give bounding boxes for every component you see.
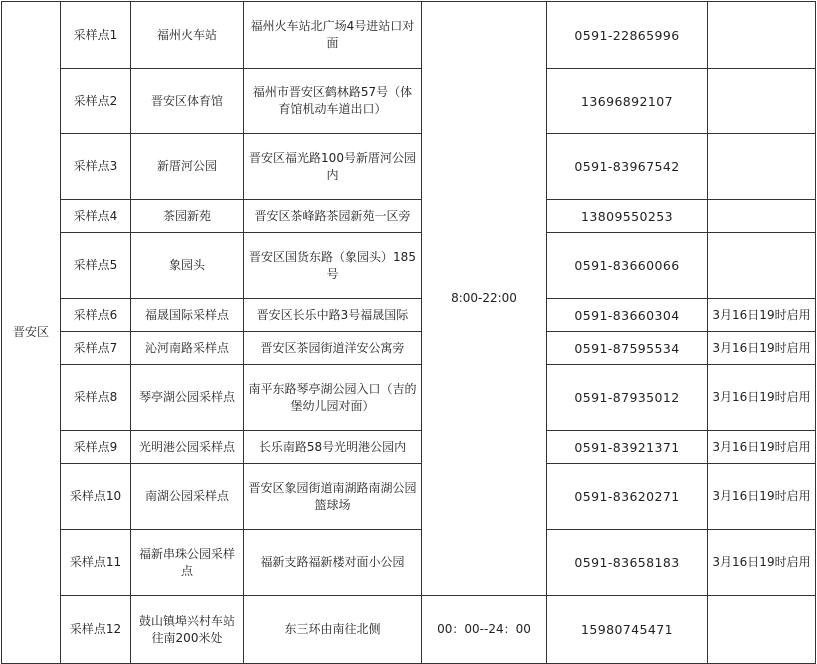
table-row — [2, 299, 816, 332]
address-cell: 福新支路福新楼对面小公园 — [244, 530, 422, 596]
note-cell — [708, 134, 816, 200]
phone-cell: 0591-83658183 — [547, 530, 708, 596]
table-row — [2, 530, 816, 596]
table-row — [2, 233, 816, 299]
point-cell: 采样点7 — [61, 332, 131, 365]
note-cell: 3月16日19时启用 — [708, 365, 816, 431]
address-cell: 东三环由南往北侧 — [244, 596, 422, 664]
phone-cell: 0591-83967542 — [547, 134, 708, 200]
point-cell: 采样点6 — [61, 299, 131, 332]
phone-cell: 0591-87595534 — [547, 332, 708, 365]
phone-cell: 0591-83921371 — [547, 431, 708, 464]
note-cell — [708, 233, 816, 299]
point-cell: 采样点10 — [61, 464, 131, 530]
site-name-cell: 沁河南路采样点 — [131, 332, 244, 365]
note-cell: 3月16日19时启用 — [708, 332, 816, 365]
site-name-cell: 茶园新苑 — [131, 200, 244, 233]
table-row — [2, 134, 816, 200]
note-cell: 3月16日19时启用 — [708, 530, 816, 596]
note-cell: 3月16日19时启用 — [708, 431, 816, 464]
point-cell: 采样点9 — [61, 431, 131, 464]
address-cell: 晋安区茶园街道洋安公寓旁 — [244, 332, 422, 365]
sampling-points-table — [1, 1, 816, 664]
phone-cell: 13696892107 — [547, 69, 708, 134]
address-cell: 晋安区国货东路（象园头）185号 — [244, 233, 422, 299]
site-name-cell: 鼓山镇埠兴村车站往南200米处 — [131, 596, 244, 664]
site-name-cell: 光明港公园采样点 — [131, 431, 244, 464]
hours-cell: 00：00--24：00 — [422, 596, 547, 664]
address-cell: 福州市晋安区鹤林路57号（体育馆机动车道出口） — [244, 69, 422, 134]
phone-cell: 0591-87935012 — [547, 365, 708, 431]
note-cell: 3月16日19时启用 — [708, 299, 816, 332]
table-row — [2, 332, 816, 365]
site-name-cell: 福晟国际采样点 — [131, 299, 244, 332]
point-cell: 采样点2 — [61, 69, 131, 134]
table-row — [2, 2, 816, 69]
point-cell: 采样点8 — [61, 365, 131, 431]
hours-cell: 8:00-22:00 — [422, 2, 547, 596]
table-row — [2, 431, 816, 464]
point-cell: 采样点3 — [61, 134, 131, 200]
site-name-cell: 南湖公园采样点 — [131, 464, 244, 530]
table-row — [2, 365, 816, 431]
note-cell — [708, 200, 816, 233]
table-row — [2, 596, 816, 664]
site-name-cell: 晋安区体育馆 — [131, 69, 244, 134]
phone-cell: 15980745471 — [547, 596, 708, 664]
address-cell: 南平东路琴亭湖公园入口（吉的堡幼儿园对面） — [244, 365, 422, 431]
table-row — [2, 464, 816, 530]
point-cell: 采样点11 — [61, 530, 131, 596]
site-name-cell: 新厝河公园 — [131, 134, 244, 200]
note-cell — [708, 2, 816, 69]
phone-cell: 0591-83620271 — [547, 464, 708, 530]
site-name-cell: 象园头 — [131, 233, 244, 299]
site-name-cell: 琴亭湖公园采样点 — [131, 365, 244, 431]
address-cell: 长乐南路58号光明港公园内 — [244, 431, 422, 464]
point-cell: 采样点5 — [61, 233, 131, 299]
phone-cell: 0591-83660304 — [547, 299, 708, 332]
phone-cell: 0591-83660066 — [547, 233, 708, 299]
phone-cell: 13809550253 — [547, 200, 708, 233]
table-row — [2, 69, 816, 134]
site-name-cell: 福新串珠公园采样点 — [131, 530, 244, 596]
point-cell: 采样点12 — [61, 596, 131, 664]
note-cell: 3月16日19时启用 — [708, 464, 816, 530]
phone-cell: 0591-22865996 — [547, 2, 708, 69]
point-cell: 采样点4 — [61, 200, 131, 233]
note-cell — [708, 596, 816, 664]
site-name-cell: 福州火车站 — [131, 2, 244, 69]
table-row — [2, 200, 816, 233]
address-cell: 晋安区象园街道南湖路南湖公园篮球场 — [244, 464, 422, 530]
note-cell — [708, 69, 816, 134]
district-cell: 晋安区 — [2, 2, 61, 664]
address-cell: 晋安区福光路100号新厝河公园内 — [244, 134, 422, 200]
address-cell: 晋安区长乐中路3号福晟国际 — [244, 299, 422, 332]
point-cell: 采样点1 — [61, 2, 131, 69]
address-cell: 福州火车站北广场4号进站口对面 — [244, 2, 422, 69]
address-cell: 晋安区茶峰路茶园新苑一区旁 — [244, 200, 422, 233]
